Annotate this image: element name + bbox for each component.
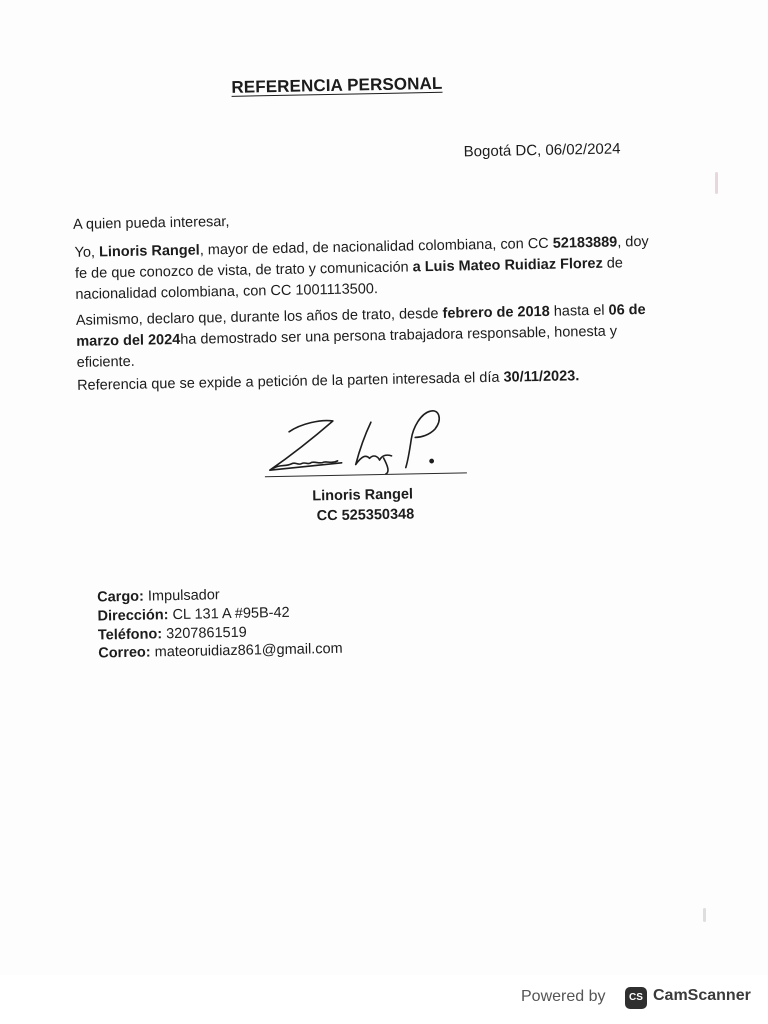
handwritten-signature (260, 398, 471, 477)
camscanner-logo-icon: CS (625, 987, 647, 1009)
scanner-watermark (0, 975, 768, 1024)
paragraph-period: Asimismo, declaro que, durante los años de trato, desde febrero de 2018 hasta el 06 de marzo del 2024ha demostrado ser una persona trabajadora responsable, honesta y eficiente. (75, 301, 646, 371)
document-title: REFERENCIA PERSONAL (231, 73, 443, 97)
paragraph-issued: Referencia que se expide a petición de la parten interesada el día 30/11/2023. (76, 368, 580, 394)
signer-id: CC 525350348 (316, 506, 415, 525)
camscanner-brand: CamScanner (653, 987, 751, 1004)
place-date: Bogotá DC, 06/02/2024 (463, 140, 621, 161)
contact-position: Cargo: Impulsador (97, 587, 220, 606)
contact-phone: Teléfono: 3207861519 (97, 624, 247, 644)
salutation: A quien pueda interesar, (72, 213, 230, 233)
paragraph-declaration: Yo, Linoris Rangel, mayor de edad, de nacionalidad colombiana, con CC 52183889, doy fe de que conozco de vista, de trato y comunicación a Luis Mateo Ruidiaz Florez de nacionalidad colombiana, con CC 1001113500. (74, 233, 649, 303)
scan-artifact (703, 908, 706, 922)
powered-by-text: Powered by (521, 988, 606, 1005)
scan-artifact (715, 172, 718, 194)
contact-email: Correo: mateoruidiaz861@gmail.com (98, 640, 343, 662)
contact-address: Dirección: CL 131 A #95B-42 (97, 604, 290, 625)
signer-name: Linoris Rangel (312, 486, 414, 505)
